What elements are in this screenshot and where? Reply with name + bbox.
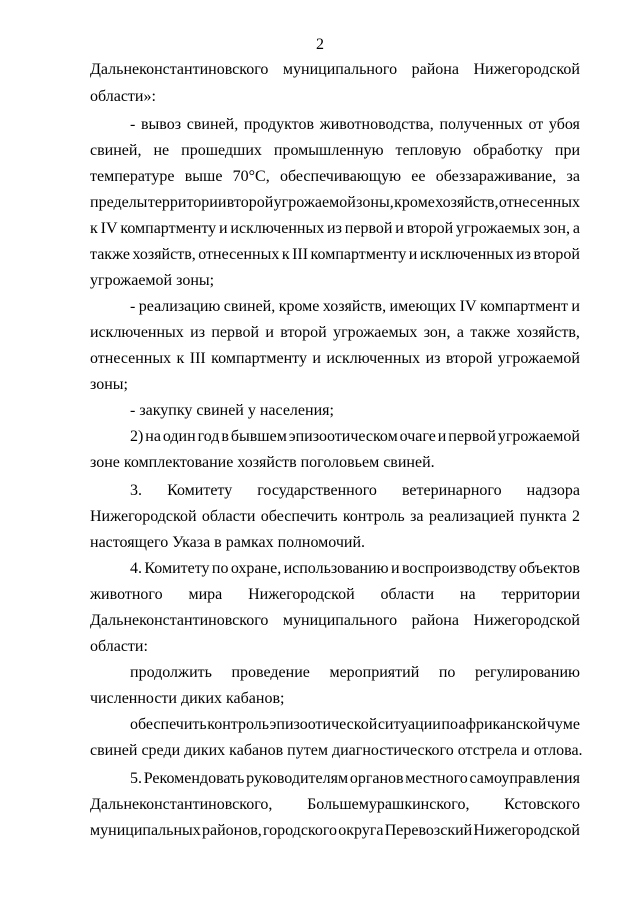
word: к [281, 246, 290, 263]
word: - [130, 298, 136, 315]
word: второй [445, 350, 493, 367]
word: угрожаемых [333, 324, 418, 341]
line-text: свиней среди диких кабанов путем диагностического отстрела и отлова. [90, 742, 583, 759]
word: прошедших [181, 142, 262, 159]
word: регулированию [474, 664, 580, 681]
word: также [470, 324, 511, 341]
word: исключенных [326, 350, 421, 367]
word: первой [344, 220, 393, 237]
line-text: зоне комплектование хозяйств поголовьем свиней. [90, 454, 435, 471]
word: Нижегородской [473, 822, 580, 839]
text-line [90, 190, 580, 216]
word: исключенных [419, 246, 514, 263]
word: Нижегородской [473, 61, 580, 78]
word: угрожаемой [497, 350, 580, 367]
text-line [90, 582, 580, 608]
word: 5. [130, 770, 142, 787]
word: ее [411, 168, 426, 185]
word: угрожаемой [273, 194, 356, 211]
word: района [411, 61, 459, 78]
word: Перевозский [384, 822, 473, 839]
word: и [408, 246, 418, 263]
word: контроль [207, 716, 270, 733]
word: обработку [473, 142, 543, 159]
word: при [554, 142, 580, 159]
word: отнесенных [90, 350, 172, 367]
word: за [566, 168, 580, 185]
word: зон, [543, 220, 570, 237]
text-line [90, 792, 580, 818]
word: обеспечить [260, 508, 338, 525]
word: - [130, 116, 136, 133]
word: надзора [526, 482, 580, 499]
text-line [130, 294, 580, 320]
word: района [411, 612, 459, 629]
word: использованию [283, 560, 389, 577]
word: III [189, 350, 206, 367]
word: местного [405, 770, 468, 787]
word: компартменту [310, 246, 407, 263]
word: IV [100, 220, 118, 237]
text-line [130, 478, 580, 504]
line-text: - закупку свиней у населения; [130, 402, 334, 419]
word: на [145, 428, 161, 445]
line-text: области»: [90, 88, 156, 105]
line-text: зоны; [90, 376, 128, 393]
word: территории [501, 586, 580, 603]
word: из [425, 350, 441, 367]
word: продуктов [243, 116, 315, 133]
word: самоуправления [469, 770, 580, 787]
text-line [90, 608, 580, 634]
word: муниципальных [90, 822, 201, 839]
word: хозяйств, [516, 324, 580, 341]
word: по [211, 560, 229, 577]
word: животного [90, 586, 163, 603]
word: угрожаемой [497, 428, 580, 445]
word: контроль [342, 508, 405, 525]
word: температуре [90, 168, 175, 185]
word: по [438, 664, 456, 681]
word: районов, [201, 822, 262, 839]
word: год [197, 428, 220, 445]
word: хозяйств, [435, 194, 499, 211]
word: 3. [130, 482, 142, 499]
line-text: угрожаемой зоны; [90, 272, 215, 289]
text-line [90, 372, 580, 398]
word: кроме [394, 194, 435, 211]
word: а [572, 220, 580, 237]
word: эпизоотической [269, 716, 378, 733]
word: 70°С, [232, 168, 270, 185]
word: Нижегородской [248, 586, 355, 603]
text-line [90, 242, 580, 268]
text-line [130, 556, 580, 582]
word: государственного [257, 482, 377, 499]
word: второй [533, 246, 580, 263]
text-line [90, 57, 580, 83]
word: африканской [458, 716, 547, 733]
word: области [201, 508, 256, 525]
word: за [410, 508, 424, 525]
text-line [90, 818, 580, 844]
line-text: численности диких кабанов; [90, 690, 285, 707]
word: мира [188, 586, 223, 603]
word: муниципального [282, 61, 398, 78]
word: вывоз [141, 116, 182, 133]
word: IV [459, 298, 477, 315]
word: второй [406, 220, 454, 237]
word: угрожаемых [456, 220, 541, 237]
word: и [265, 324, 274, 341]
text-line [90, 346, 580, 372]
text-line [90, 450, 580, 476]
word: Комитету [167, 482, 233, 499]
word: воспроизводству [401, 560, 517, 577]
text-line [90, 504, 580, 530]
word: не [153, 142, 170, 159]
word: и [437, 428, 447, 445]
word: имеющих [389, 298, 457, 315]
word: животноводства, [319, 116, 434, 133]
word: Нижегородской [473, 612, 580, 629]
word: первой [448, 428, 496, 445]
word: компартменту [120, 220, 217, 237]
word: также [90, 246, 131, 263]
word: объектов [518, 560, 580, 577]
word: из [516, 246, 531, 263]
word: пункта [519, 508, 567, 525]
word: убоя [548, 116, 580, 133]
word: полученных [439, 116, 523, 133]
word: бывшем [230, 428, 287, 445]
word: свиней, [90, 142, 142, 159]
word: один [162, 428, 196, 445]
word: органов [349, 770, 404, 787]
word: пределы [90, 194, 148, 211]
word: первой [211, 324, 260, 341]
text-line [130, 660, 580, 686]
word: эпизоотическом [288, 428, 398, 445]
text-line [90, 320, 580, 346]
word: кроме [278, 298, 320, 315]
word: к [90, 220, 98, 237]
word: муниципального [282, 612, 398, 629]
word: Дальнеконстантиновского [90, 612, 269, 629]
word: второй [226, 194, 274, 211]
word: хозяйств, [132, 246, 196, 263]
word: 4. [130, 560, 142, 577]
text-line [90, 216, 580, 242]
word: мероприятий [329, 664, 420, 681]
text-line [90, 530, 580, 556]
word: из [190, 324, 206, 341]
text-line [90, 634, 580, 660]
word: Нижегородской [90, 508, 197, 525]
word: обеспечивающую [279, 168, 402, 185]
word: зон, [423, 324, 451, 341]
word: обеспечить [130, 716, 207, 733]
word: из [327, 220, 342, 237]
word: выше [184, 168, 223, 185]
text-line [130, 398, 580, 424]
text-line [130, 766, 580, 792]
text-line [90, 138, 580, 164]
word: чуме [546, 716, 580, 733]
word: а [456, 324, 464, 341]
word: 2) [130, 428, 144, 445]
text-line [130, 424, 580, 450]
text-line [90, 84, 580, 110]
word: территории [147, 194, 227, 211]
text-line [90, 686, 580, 712]
word: и [391, 560, 400, 577]
word: компартмент [479, 298, 568, 315]
text-line [90, 268, 580, 294]
word: очаге [399, 428, 436, 445]
word: округа [338, 822, 384, 839]
word: реализацию [138, 298, 221, 315]
text-line [130, 112, 580, 138]
word: Кстовского [504, 796, 580, 813]
word: второй [280, 324, 327, 341]
word: и [219, 220, 228, 237]
word: по [441, 716, 458, 733]
word: свиней, [223, 298, 276, 315]
word: обеззараживание, [435, 168, 557, 185]
word: к [176, 350, 185, 367]
word: на [459, 586, 476, 603]
text-line [90, 738, 583, 764]
word: ситуации [377, 716, 441, 733]
word: области [380, 586, 435, 603]
word: исключенных [90, 324, 184, 341]
word: тепловую [395, 142, 462, 159]
line-text: настоящего Указа в рамках полномочий. [90, 534, 366, 551]
word: промышленную [273, 142, 384, 159]
word: 2 [571, 508, 580, 525]
text-line [130, 712, 580, 738]
word: от [528, 116, 544, 133]
word: и [312, 350, 321, 367]
word: исключенных [230, 220, 325, 237]
word: свиней, [186, 116, 239, 133]
word: проведение [231, 664, 310, 681]
word: компартменту [211, 350, 307, 367]
word: Комитету [144, 560, 210, 577]
word: хозяйств, [322, 298, 387, 315]
text-line [90, 164, 580, 190]
word: и [395, 220, 404, 237]
word: и [571, 298, 580, 315]
word: охране, [230, 560, 282, 577]
word: продолжить [130, 664, 212, 681]
word: в [221, 428, 229, 445]
word: Дальнеконстантиновского, [90, 796, 273, 813]
word: городского [262, 822, 338, 839]
page-number: 2 [316, 36, 324, 53]
word: зоны, [356, 194, 394, 211]
word: Дальнеконстантиновского [90, 61, 269, 78]
word: III [292, 246, 309, 263]
word: Рекомендовать [143, 770, 245, 787]
word: ветеринарного [401, 482, 502, 499]
word: реализацией [428, 508, 515, 525]
word: отнесенных [498, 194, 580, 211]
word: отнесенных [198, 246, 280, 263]
line-text: области: [90, 638, 148, 655]
word: руководителям [246, 770, 349, 787]
word: Большемурашкинского, [307, 796, 470, 813]
